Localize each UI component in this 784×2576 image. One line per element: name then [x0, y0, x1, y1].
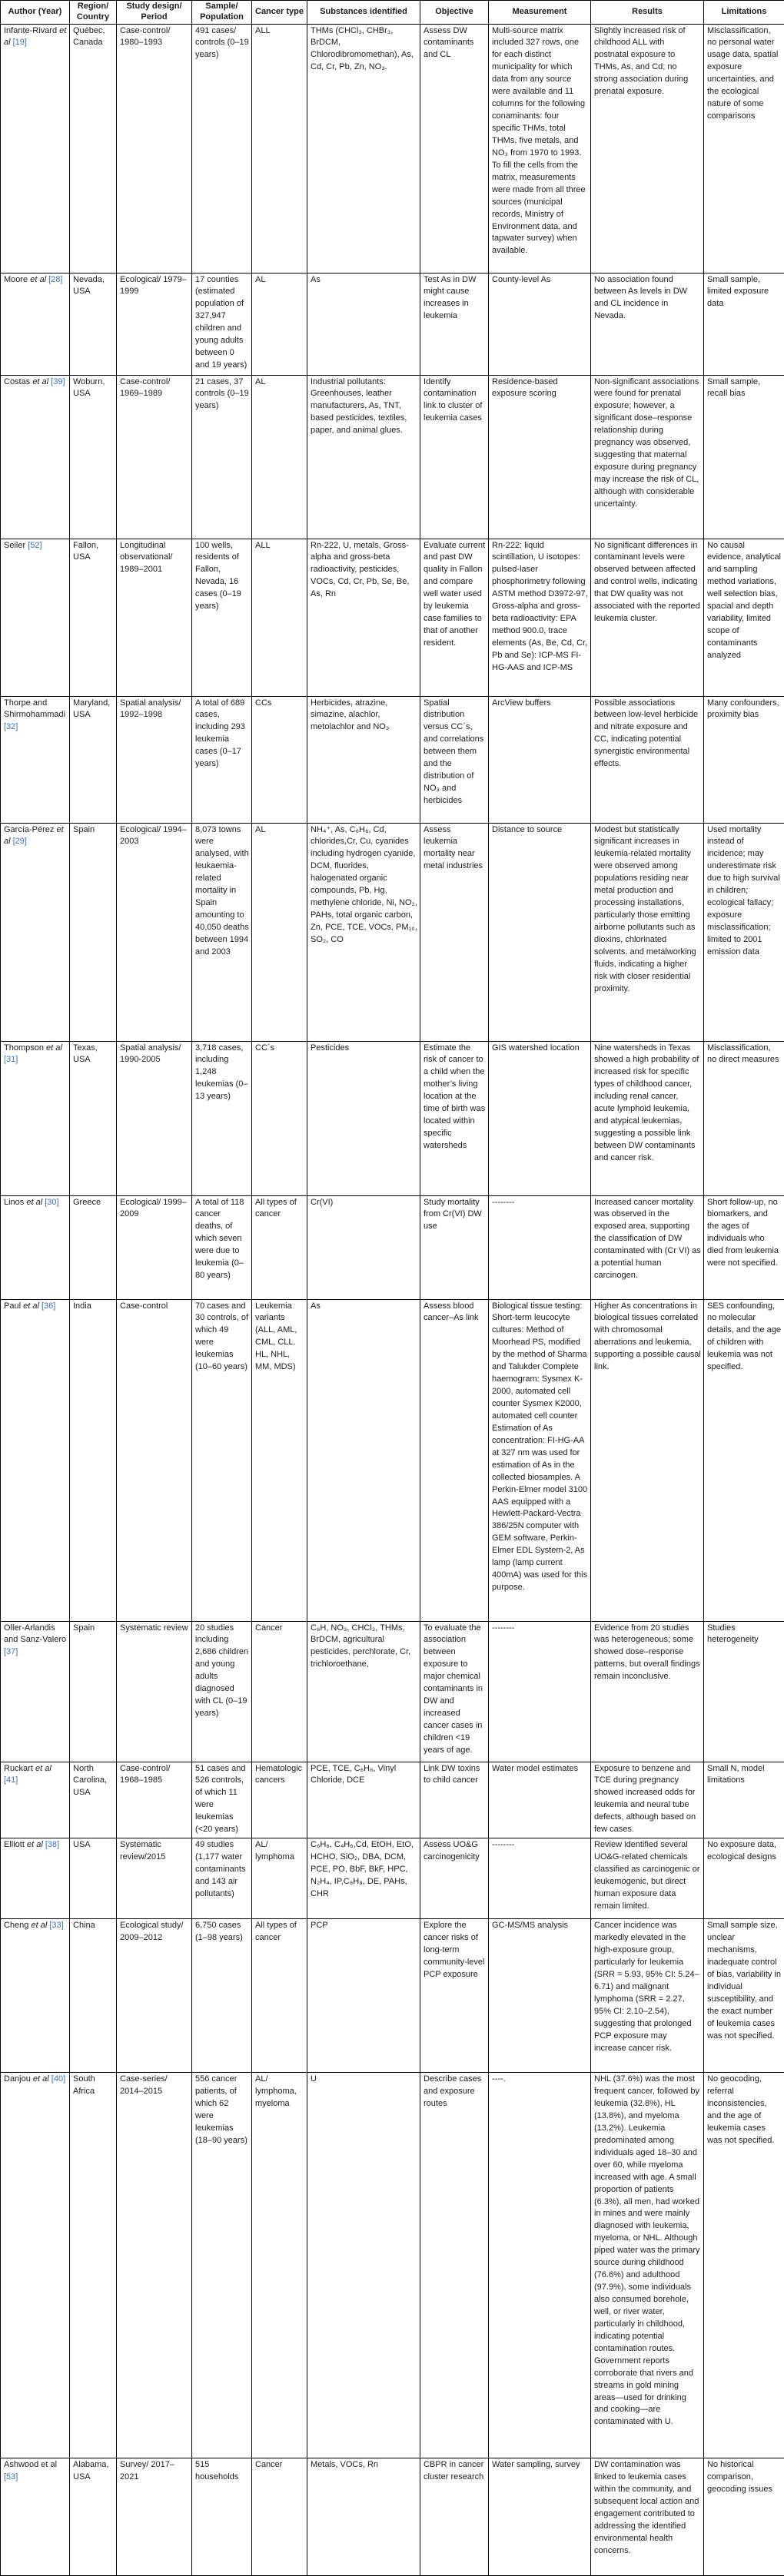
results-cell: Higher As concentrations in biological tissues correlated with chromosomal aberrations and leukemia, supporting a possible causal link. — [591, 1299, 704, 1621]
author-cell — [1, 1621, 70, 1762]
objective-cell: Evaluate current and past DW quality in Fallon and compare well water used by leukemia case families to that of another resident. — [420, 539, 489, 696]
objective-cell: Study mortality from Cr(VI) DW use — [420, 1195, 489, 1299]
author-name: Thompson — [4, 1043, 44, 1053]
measurement-cell: Distance to source — [489, 823, 591, 1041]
region-cell: Alabama, USA — [70, 2458, 117, 2576]
citation-ref[interactable]: [36] — [42, 1301, 55, 1311]
substances-cell: U — [307, 2073, 420, 2458]
study-design-cell: Survey/ 2017–2021 — [117, 2458, 192, 2576]
substances-cell: NH₄⁺, As, C₆H₆, Cd, chlorides,Cr, Cu, cyanides including hydrogen cyanide, DCM, fluorides, halogenated organic compounds, Pb, Hg, methylene chloride, Ni, NO₂, PAHs, total organic carbon, Zn, PCE, TCE, VOCs, PM₁₀, SO₂, CO — [307, 823, 420, 1041]
region-cell: Spain — [70, 1621, 117, 1762]
author-name: Linos — [4, 1198, 24, 1207]
results-cell: Modest but statistically significant increases in leukemia-related mortality were observed among populations residing near metal production and processing installations, particularly those emitting airborne pollutants such as dioxins, chlorinated solvents, and metalworking fluids, indicating a higher risk with closer residential proximity. — [591, 823, 704, 1041]
results-cell: Possible associations between low-level herbicide and nitrate exposure and CC, indicating potential synergistic environmental effects. — [591, 696, 704, 823]
region-cell: Fallon, USA — [70, 539, 117, 696]
limitations-cell: Small sample, limited exposure data — [704, 273, 784, 375]
study-design-cell: Ecological/ 1999–2009 — [117, 1195, 192, 1299]
measurement-cell: Residence-based exposure scoring — [489, 375, 591, 539]
results-cell: Non-significant associations were found for prenatal exposure; however, a significant dose–response relationship during pregnancy was observed, suggesting that maternal exposure during pregnancy may increase the risk of CL, although with considerable uncertainty. — [591, 375, 704, 539]
author-etal: et al — [32, 377, 48, 386]
limitations-cell: No geocoding, referral inconsistencies, and the age of leukemia cases was not specified. — [704, 2073, 784, 2458]
measurement-cell: ArcView buffers — [489, 696, 591, 823]
cancer-type-cell: Leukemia variants (ALL, AML, CML, CLL. HL, NHL, MM, MDS) — [252, 1299, 307, 1621]
study-design-cell: Ecological/ 1979–1999 — [117, 273, 192, 375]
sample-cell: 70 cases and 30 controls, of which 49 were leukemias (10–60 years) — [192, 1299, 252, 1621]
author-etal: et al — [27, 1840, 43, 1849]
table-row — [1, 696, 784, 823]
region-cell: Texas, USA — [70, 1041, 117, 1195]
citation-ref[interactable]: [19] — [13, 38, 27, 47]
measurement-cell: ----. — [489, 2073, 591, 2458]
col-header-objective: Objective — [420, 1, 489, 25]
substances-cell: Pesticides — [307, 1041, 420, 1195]
limitations-cell: Small N, model limitations — [704, 1762, 784, 1838]
study-design-cell: Case-series/ 2014–2015 — [117, 2073, 192, 2458]
table-row — [1, 823, 784, 1041]
col-header-measurement: Measurement — [489, 1, 591, 25]
objective-cell: Test As in DW might cause increases in leukemia — [420, 273, 489, 375]
table-row — [1, 2458, 784, 2576]
cancer-type-cell: CCs — [252, 696, 307, 823]
table-row — [1, 273, 784, 375]
author-cell — [1, 1838, 70, 1919]
author-cell — [1, 539, 70, 696]
study-design-cell: Ecological/ 1994–2003 — [117, 823, 192, 1041]
region-cell: Woburn, USA — [70, 375, 117, 539]
author-name: Thorpe and Shirmohammadi — [4, 698, 65, 720]
author-name: Infante-Rivard — [4, 26, 57, 35]
table-row — [1, 1838, 784, 1919]
sample-cell: 3,718 cases, including 1,248 leukemias (0–13 years) — [192, 1041, 252, 1195]
citation-ref[interactable]: [33] — [49, 1921, 63, 1930]
substances-cell: THMs (CHCl₃, CHBr₃, BrDCM, Chlorodibromomethan), As, Cd, Cr, Pb, Zn, NO₃. — [307, 24, 420, 273]
cancer-type-cell: All types of cancer — [252, 1195, 307, 1299]
author-cell — [1, 696, 70, 823]
limitations-cell: SES confounding, no molecular details, and the age of children with leukemia was not specified. — [704, 1299, 784, 1621]
limitations-cell: Studies heterogeneity — [704, 1621, 784, 1762]
region-cell: Spain — [70, 823, 117, 1041]
sample-cell: 17 counties (estimated population of 327,947 children and young adults between 0 and 19 years) — [192, 273, 252, 375]
author-cell — [1, 273, 70, 375]
measurement-cell: Biological tissue testing: Short-term leucocyte cultures: Method of Moorhead PS, modified by the method of Sharma and Talukder Complete haemogram: Sysmex K-2000, automated cell counter Sysmex K2000, automated cell counter Estimation of As concentration: FI-HG-AA at 327 nm was used for estimation of As in the collected biosamples. A Perkin-Elmer model 3100 AAS equipped with a Hewlett-Packard-Vectra 386/25N computer with GEM software, Perkin-Elmer EDL System-2, As lamp (lamp current 400mA) was used for this purpose. — [489, 1299, 591, 1621]
substances-cell: Rn-222, U, metals, Gross-alpha and gross-beta radioactivity, pesticides, VOCs, Cd, Cr, Pb, Se, Be, As, Rn — [307, 539, 420, 696]
objective-cell: Assess DW contaminants and CL — [420, 24, 489, 273]
author-name: Ashwood et al — [4, 2460, 57, 2469]
citation-ref[interactable]: [32] — [4, 722, 18, 731]
measurement-cell: Water sampling, survey — [489, 2458, 591, 2576]
author-cell — [1, 1919, 70, 2073]
cancer-type-cell: CC´s — [252, 1041, 307, 1195]
substances-cell: Metals, VOCs, Rn — [307, 2458, 420, 2576]
measurement-cell: GIS watershed location — [489, 1041, 591, 1195]
cancer-type-cell: ALL — [252, 539, 307, 696]
sample-cell: 6,750 cases (1–98 years) — [192, 1919, 252, 2073]
objective-cell: Estimate the risk of cancer to a child when the mother’s living location at the time of birth was located within specific watersheds — [420, 1041, 489, 1195]
results-cell: NHL (37.6%) was the most frequent cancer, followed by leukemia (32.8%), HL (13.8%), and myeloma (13.2%). Leukemia predominated among individuals aged 18–30 and over 60, while myeloma increased with age. A small proportion of patients (6.3%), all men, had worked in mines and were mainly diagnosed with leukemia, myeloma, or NHL. Although piped water was the primary source during childhood (76.6%) and adulthood (97.9%), some individuals also consumed borehole, well, or river water, particularly in childhood, indicating potential contamination routes. Government reports corroborate that rivers and streams in gold mining areas—used for drinking and cooking—are contaminated with U. — [591, 2073, 704, 2458]
cancer-type-cell: AL — [252, 375, 307, 539]
table-row — [1, 375, 784, 539]
citation-ref[interactable]: [38] — [45, 1840, 59, 1849]
region-cell: China — [70, 1919, 117, 2073]
author-name: Seiler — [4, 541, 25, 550]
results-cell: Slightly increased risk of childhood ALL with postnatal exposure to THMs, As, and Cd; no strong association during prenatal exposure. — [591, 24, 704, 273]
sample-cell: A total of 689 cases, including 293 leukemia cases (0–17 years) — [192, 696, 252, 823]
substances-cell: PCE, TCE, C₆H₆, Vinyl Chloride, DCE — [307, 1762, 420, 1838]
col-header-sample: Sample/ Population — [192, 1, 252, 25]
region-cell: South Africa — [70, 2073, 117, 2458]
table-row — [1, 1195, 784, 1299]
sample-cell: 100 wells, residents of Fallon, Nevada, 16 cases (0–19 years) — [192, 539, 252, 696]
table-row — [1, 24, 784, 273]
col-header-cancer-type: Cancer type — [252, 1, 307, 25]
author-cell — [1, 823, 70, 1041]
citation-ref[interactable]: [37] — [4, 1647, 18, 1656]
author-etal: et al — [35, 1764, 51, 1773]
limitations-cell: Short follow-up, no biomarkers, and the ages of individuals who died from leukemia were not specified. — [704, 1195, 784, 1299]
results-cell: Review identified several UO&G-related chemicals classified as carcinogenic or leukemogenic, but direct human exposure data remain limited. — [591, 1838, 704, 1919]
author-cell — [1, 24, 70, 273]
cancer-type-cell: Cancer — [252, 1621, 307, 1762]
author-name: Costas — [4, 377, 30, 386]
study-design-cell: Case-control — [117, 1299, 192, 1621]
region-cell: Greece — [70, 1195, 117, 1299]
author-etal: et al — [46, 1043, 62, 1053]
citation-ref[interactable]: [52] — [28, 541, 42, 550]
region-cell: Maryland, USA — [70, 696, 117, 823]
citation-ref[interactable]: [40] — [51, 2074, 65, 2084]
results-cell: Evidence from 20 studies was heterogeneous; some showed dose–response patterns, but overall findings remain inconclusive. — [591, 1621, 704, 1762]
cancer-type-cell: AL — [252, 273, 307, 375]
table-row — [1, 2073, 784, 2458]
sample-cell: 20 studies including 2,686 children and young adults diagnosed with CL (0–19 years) — [192, 1621, 252, 1762]
sample-cell: 515 households — [192, 2458, 252, 2576]
author-etal: et al — [31, 1921, 47, 1930]
limitations-cell: Misclassification, no personal water usage data, spatial exposure uncertainties, and the ecological nature of some comparisons — [704, 24, 784, 273]
substances-cell: As — [307, 1299, 420, 1621]
author-name: Elliott — [4, 1840, 25, 1849]
substances-cell: Industrial pollutants: Greenhouses, leather manufacturers, As, TNT, based pesticides, textiles, paper, and animal glues. — [307, 375, 420, 539]
sample-cell: 49 studies (1,177 water contaminants and 143 air pollutants) — [192, 1838, 252, 1919]
objective-cell: Describe cases and exposure routes — [420, 2073, 489, 2458]
region-cell: Québec, Canada — [70, 24, 117, 273]
study-design-cell: Spatial analysis/ 1990-2005 — [117, 1041, 192, 1195]
results-cell: Cancer incidence was markedly elevated in the high-exposure group, particularly for leukemia (SRR = 5.93, 95% CI: 5.24–6.71) and malignant lymphoma (SRR = 2.27, 95% CI: 2.10–2.54), suggesting that prolonged PCP exposure may increase cancer risk. — [591, 1919, 704, 2073]
limitations-cell: Many confounders, proximity bias — [704, 696, 784, 823]
measurement-cell: Rn-222: liquid scintillation, U isotopes: pulsed-laser phosphorimetry following ASTM method D3972-97, Gross-alpha and gross-beta radioactivity: EPA method 900.0, trace elements (As, Be, Cd, Cr, Pb and Se): ICP-MS FI-HG-AAS and ICP-MS — [489, 539, 591, 696]
author-etal: et al — [4, 825, 64, 847]
author-cell — [1, 1762, 70, 1838]
results-cell: Exposure to benzene and TCE during pregnancy showed increased odds for leukemia and neural tube defects, although based on few cases. — [591, 1762, 704, 1838]
citation-ref[interactable]: [53] — [4, 2472, 18, 2482]
measurement-cell: Water model estimates — [489, 1762, 591, 1838]
header-row — [1, 1, 784, 25]
cancer-type-cell: AL/ lymphoma, myeloma — [252, 2073, 307, 2458]
study-design-cell: Systematic review — [117, 1621, 192, 1762]
study-design-cell: Spatial analysis/ 1992–1998 — [117, 696, 192, 823]
study-design-cell: Longitudinal observational/ 1989–2001 — [117, 539, 192, 696]
table-row — [1, 1041, 784, 1195]
sample-cell: 51 cases and 526 controls, of which 11 were leukemias (<20 years) — [192, 1762, 252, 1838]
author-etal: et al — [33, 2074, 49, 2084]
author-name: Oller-Arlandis and Sanz-Valero — [4, 1623, 66, 1645]
author-cell — [1, 2458, 70, 2576]
cancer-type-cell: Cancer — [252, 2458, 307, 2576]
substances-cell: C₆H, NO₃, CHCl₃, THMs, BrDCM, agricultural pesticides, perchlorate, Cr, trichloroethane, — [307, 1621, 420, 1762]
objective-cell: Assess blood cancer–As link — [420, 1299, 489, 1621]
objective-cell: Link DW toxins to child cancer — [420, 1762, 489, 1838]
measurement-cell: -------- — [489, 1621, 591, 1762]
study-design-cell: Case-control/ 1980–1993 — [117, 24, 192, 273]
col-header-design: Study design/ Period — [117, 1, 192, 25]
study-design-cell: Case-control/ 1968–1985 — [117, 1762, 192, 1838]
substances-cell: C₆H₆, C₄H₆,Cd, EtOH, EtO, HCHO, SiO₂, DBA, DCM, PCE, PO, BbF, BkF, HPC, N₂H₄, IP,C₈H₈, DE, PAHs, CHR — [307, 1838, 420, 1919]
author-cell — [1, 2073, 70, 2458]
objective-cell: Explore the cancer risks of long-term community-level PCP exposure — [420, 1919, 489, 2073]
objective-cell: Spatial distribution versus CC´s, and correlations between them and the distribution of NO₃ and herbicides — [420, 696, 489, 823]
author-name: García-Pérez — [4, 825, 54, 834]
table-row — [1, 539, 784, 696]
region-cell: North Carolina, USA — [70, 1762, 117, 1838]
author-cell — [1, 1195, 70, 1299]
measurement-cell: Multi-source matrix included 327 rows, one for each distinct municipality for which data from any source were available and 11 columns for the following conaminants: four specific THMs, total THMs, five metals, and NO₃ from 1970 to 1993. To fill the cells from the matrix, measurements were made from all three sources (municipal records, Ministry of Environment data, and tapwater survey) when available. — [489, 24, 591, 273]
objective-cell: Assess leukemia mortality near metal industries — [420, 823, 489, 1041]
author-name: Paul — [4, 1301, 21, 1311]
author-etal: et al — [26, 1198, 42, 1207]
limitations-cell: No historical comparison, geocoding issues — [704, 2458, 784, 2576]
cancer-type-cell: All types of cancer — [252, 1919, 307, 2073]
col-header-substances: Substances identified — [307, 1, 420, 25]
sample-cell: A total of 118 cancer deaths, of which seven were due to leukemia (0–80 years) — [192, 1195, 252, 1299]
citation-ref[interactable]: [29] — [13, 837, 27, 846]
substances-cell: Cr(VI) — [307, 1195, 420, 1299]
citation-ref[interactable]: [31] — [4, 1055, 18, 1064]
table-row — [1, 1762, 784, 1838]
substances-cell: PCP — [307, 1919, 420, 2073]
sample-cell: 21 cases, 37 controls (0–19 years) — [192, 375, 252, 539]
author-name: Ruckart — [4, 1764, 33, 1773]
study-design-cell: Ecological study/ 2009–2012 — [117, 1919, 192, 2073]
limitations-cell: Misclassification, no direct measures — [704, 1041, 784, 1195]
substances-cell: As — [307, 273, 420, 375]
author-etal: et al — [4, 26, 66, 48]
col-header-author: Author (Year) — [1, 1, 70, 25]
results-cell: DW contamination was linked to leukemia cases within the community, and subsequent local action and engagement contributed to addressing the identified environmental health concerns. — [591, 2458, 704, 2576]
measurement-cell: -------- — [489, 1838, 591, 1919]
sample-cell: 491 cases/ controls (0–19 years) — [192, 24, 252, 273]
objective-cell: Assess UO&G carcinogenicity — [420, 1838, 489, 1919]
limitations-cell: Used mortality instead of incidence; may underestimate risk due to high survival in children; ecological fallacy; exposure misclassification; limited to 2001 emission data — [704, 823, 784, 1041]
limitations-cell: Small sample, recall bias — [704, 375, 784, 539]
region-cell: India — [70, 1299, 117, 1621]
citation-ref[interactable]: [30] — [45, 1198, 58, 1207]
sample-cell: 556 cancer patients, of which 62 were leukemias (18–90 years) — [192, 2073, 252, 2458]
results-cell: Increased cancer mortality was observed in the exposed area, supporting the classification of DW contaminated with (Cr VI) as a potential human carcinogen. — [591, 1195, 704, 1299]
sample-cell: 8,073 towns were analysed, with leukaemia-related mortality in Spain amounting to 40,050 deaths between 1994 and 2003 — [192, 823, 252, 1041]
results-cell: No significant differences in contaminant levels were observed between affected and control wells, indicating that DW quality was not associated with the reported leukemia cluster. — [591, 539, 704, 696]
col-header-limitations: Limitations — [704, 1, 784, 25]
cancer-type-cell: Hematologic cancers — [252, 1762, 307, 1838]
cancer-type-cell: ALL — [252, 24, 307, 273]
citation-ref[interactable]: [39] — [51, 377, 65, 386]
results-cell: No association found between As levels in DW and CL incidence in Nevada. — [591, 273, 704, 375]
results-cell: Nine watersheds in Texas showed a high probability of increased risk for specific types of childhood cancer, including renal cancer, acute lymphoid leukemia, and atypical leukemias, suggesting a possible link between DW contaminants and cancer risk. — [591, 1041, 704, 1195]
measurement-cell: -------- — [489, 1195, 591, 1299]
cancer-type-cell: AL — [252, 823, 307, 1041]
col-header-results: Results — [591, 1, 704, 25]
author-name: Danjou — [4, 2074, 31, 2084]
author-cell — [1, 1299, 70, 1621]
author-cell — [1, 375, 70, 539]
table-row — [1, 1919, 784, 2073]
substances-cell: Herbicides, atrazine, simazine, alachlor, metolachlor and NO₃ — [307, 696, 420, 823]
region-cell: Nevada, USA — [70, 273, 117, 375]
table-row — [1, 1299, 784, 1621]
citation-ref[interactable]: [28] — [48, 275, 62, 284]
study-design-cell: Case-control/ 1969–1989 — [117, 375, 192, 539]
measurement-cell: County-level As — [489, 273, 591, 375]
author-etal: et al — [23, 1301, 39, 1311]
citation-ref[interactable]: [41] — [4, 1775, 18, 1785]
table-row — [1, 1621, 784, 1762]
limitations-cell: No exposure data, ecological designs — [704, 1838, 784, 1919]
limitations-cell: No causal evidence, analytical and sampling method variations, well selection bias, spacial and depth variability, limited scope of contaminants analyzed — [704, 539, 784, 696]
author-cell — [1, 1041, 70, 1195]
author-name: Cheng — [4, 1921, 28, 1930]
limitations-cell: Small sample size, unclear mechanisms, inadequate control of bias, variability in individual susceptibility, and the exact number of leukemia cases was not specified. — [704, 1919, 784, 2073]
objective-cell: CBPR in cancer cluster research — [420, 2458, 489, 2576]
study-design-cell: Systematic review/2015 — [117, 1838, 192, 1919]
measurement-cell: GC-MS/MS analysis — [489, 1919, 591, 2073]
objective-cell: Identify contamination link to cluster of leukemia cases — [420, 375, 489, 539]
author-name: Moore — [4, 275, 28, 284]
cancer-type-cell: AL/ lymphoma — [252, 1838, 307, 1919]
objective-cell: To evaluate the association between exposure to major chemical contaminants in DW and increased cancer cases in children <19 years of age. — [420, 1621, 489, 1762]
col-header-region: Region/ Country — [70, 1, 117, 25]
region-cell: USA — [70, 1838, 117, 1919]
author-etal: et al — [30, 275, 46, 284]
